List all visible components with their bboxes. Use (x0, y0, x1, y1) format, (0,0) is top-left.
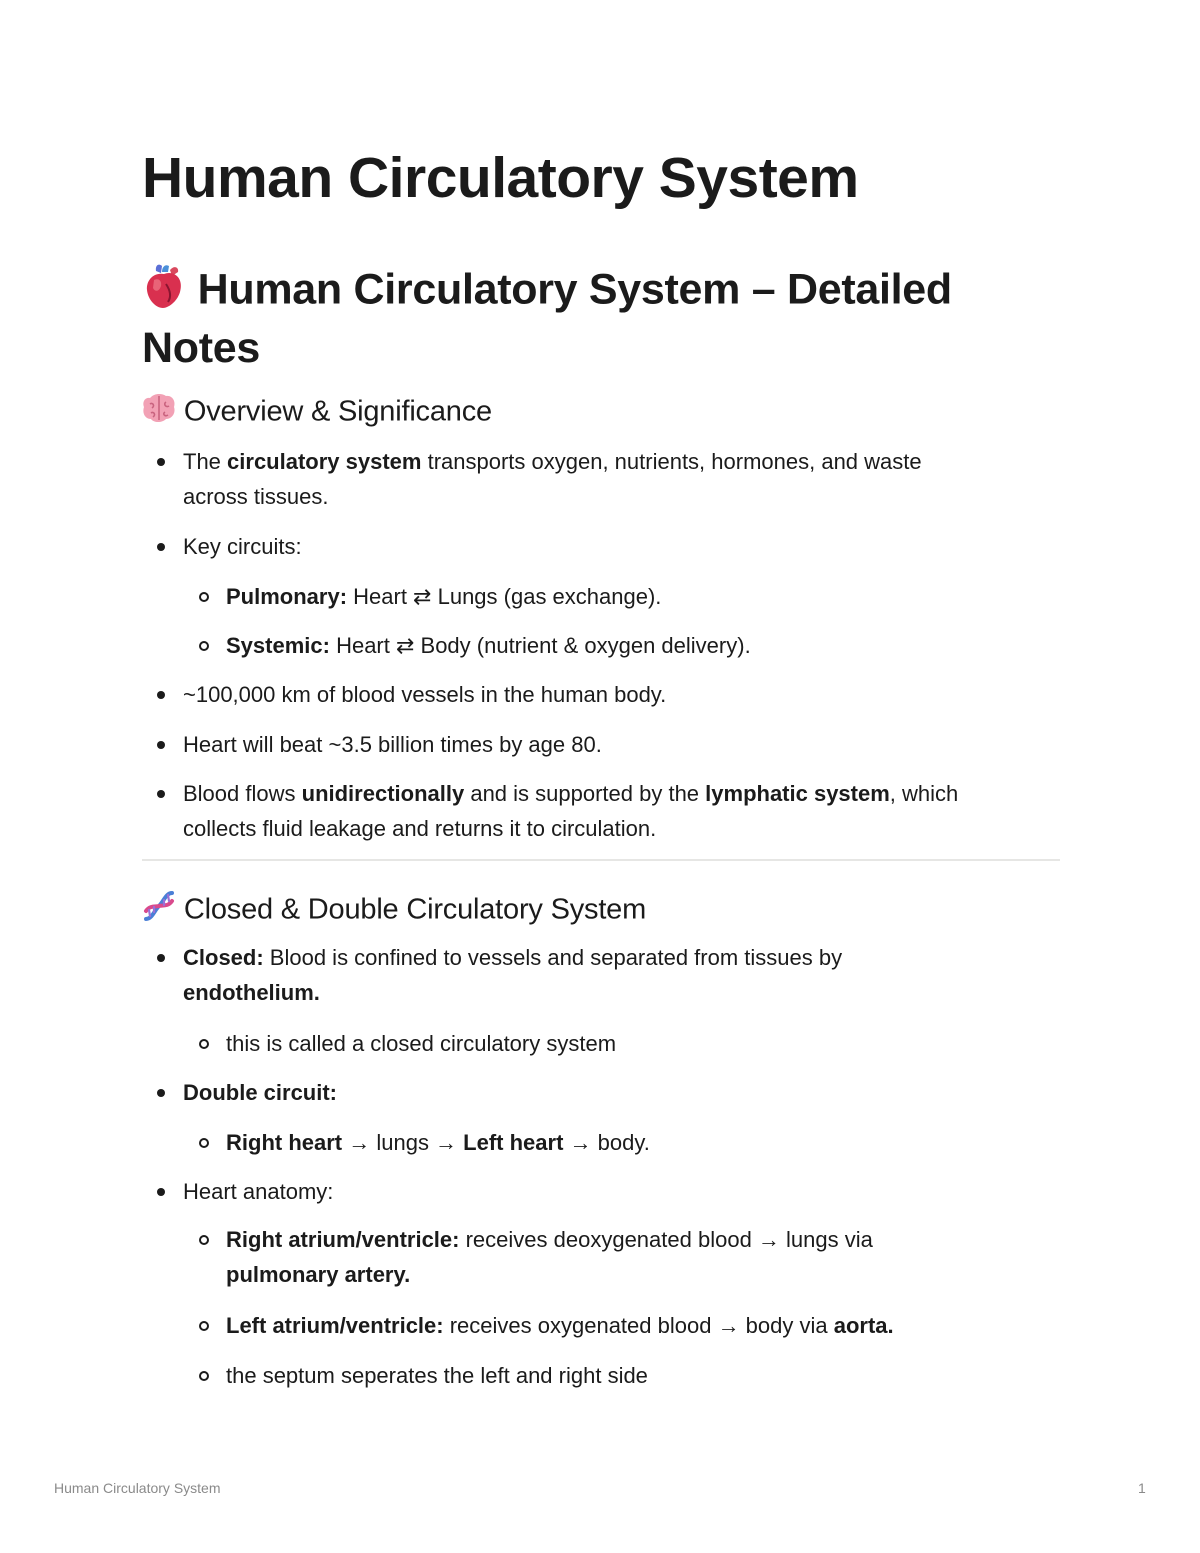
list-item-text: Key circuits: (183, 534, 302, 559)
list-item-bold: Left atrium/ventricle: (226, 1313, 444, 1338)
list-item-text: collects fluid leakage and returns it to circulation. (183, 816, 657, 841)
list-item-bold: Pulmonary: (226, 584, 348, 609)
list-item-text: , which (889, 781, 959, 806)
main-heading (142, 262, 1042, 374)
list-item-bold: circulatory system (227, 449, 422, 474)
document-title: Human Circulatory System (142, 146, 859, 210)
bullet-circle (199, 1039, 209, 1049)
anatomical-heart-icon (142, 262, 186, 322)
list-item-bold: Systemic: (226, 633, 330, 658)
dna-icon (142, 889, 176, 933)
bullet-disc (157, 691, 165, 699)
list-item-text: the septum seperates the left and right side (226, 1363, 648, 1388)
list-item (226, 628, 751, 663)
list-item-bold: lymphatic system (705, 781, 890, 806)
list-item (183, 1174, 333, 1209)
list-item (226, 1026, 616, 1061)
bullet-disc (157, 790, 165, 798)
list-item-text: receives deoxygenated blood → lungs via (459, 1227, 873, 1252)
bullet-circle (199, 592, 209, 602)
list-item-text: and is supported by the (464, 781, 706, 806)
list-item-text: receives oxygenated blood → body via (443, 1313, 834, 1338)
bullet-disc (157, 543, 165, 551)
list-item (226, 1222, 873, 1292)
section-heading-overview (142, 392, 492, 434)
list-item-text: Heart will beat ~3.5 billion times by age 80. (183, 732, 602, 757)
list-item (183, 727, 602, 762)
list-item-bold: Closed: (183, 945, 264, 970)
bullet-circle (199, 641, 209, 651)
list-item-bold: endothelium. (183, 980, 320, 1005)
list-item-bold: unidirectionally (301, 781, 465, 806)
bullet-disc (157, 1089, 165, 1097)
bullet-circle (199, 1371, 209, 1381)
list-item-text: transports oxygen, nutrients, hormones, and waste (421, 449, 922, 474)
list-item-text: Blood flows (183, 781, 302, 806)
list-item (226, 1308, 894, 1343)
list-item-text: → lungs → (342, 1130, 464, 1155)
list-item (183, 1075, 337, 1110)
list-item (183, 677, 666, 712)
list-item-bold: Double circuit: (183, 1080, 338, 1105)
list-item-text: this is called a closed circulatory system (226, 1031, 617, 1056)
footer-page-number: 1 (1138, 1480, 1146, 1496)
list-item (226, 579, 661, 614)
list-item-bold: Right heart (226, 1130, 343, 1155)
section-divider (142, 859, 1060, 861)
list-item-text: ~100,000 km of blood vessels in the human body. (183, 682, 667, 707)
list-item-bold: aorta. (833, 1313, 894, 1338)
list-item-bold: Right atrium/ventricle: (226, 1227, 460, 1252)
list-item (183, 776, 958, 846)
list-item-bold: pulmonary artery. (226, 1262, 411, 1287)
list-item-text: → body. (563, 1130, 650, 1155)
list-item (226, 1125, 650, 1160)
bullet-disc (157, 1188, 165, 1196)
footer-title: Human Circulatory System (54, 1480, 221, 1496)
list-item (183, 940, 842, 1010)
list-item-text: Heart ⇄ Body (nutrient & oxygen delivery). (329, 633, 751, 658)
section-heading-text: Closed & Double Circulatory System (183, 893, 647, 926)
section-heading-closed (142, 889, 646, 933)
list-item-text: Heart anatomy: (183, 1179, 334, 1204)
bullet-disc (157, 741, 165, 749)
list-item (183, 444, 922, 514)
list-item (183, 529, 302, 564)
list-item (226, 1358, 648, 1393)
list-item-bold: Left heart (463, 1130, 564, 1155)
list-item-text: across tissues. (183, 484, 329, 509)
main-heading-text: Human Circulatory System – Detailed Notes (142, 265, 952, 372)
bullet-disc (157, 954, 165, 962)
bullet-disc (157, 458, 165, 466)
list-item-text: The (183, 449, 228, 474)
list-item-text: Heart ⇄ Lungs (gas exchange). (347, 584, 662, 609)
bullet-circle (199, 1321, 209, 1331)
brain-icon (142, 392, 176, 434)
list-item-text: Blood is confined to vessels and separated from tissues by (263, 945, 843, 970)
bullet-circle (199, 1235, 209, 1245)
section-heading-text: Overview & Significance (183, 395, 492, 428)
bullet-circle (199, 1138, 209, 1148)
